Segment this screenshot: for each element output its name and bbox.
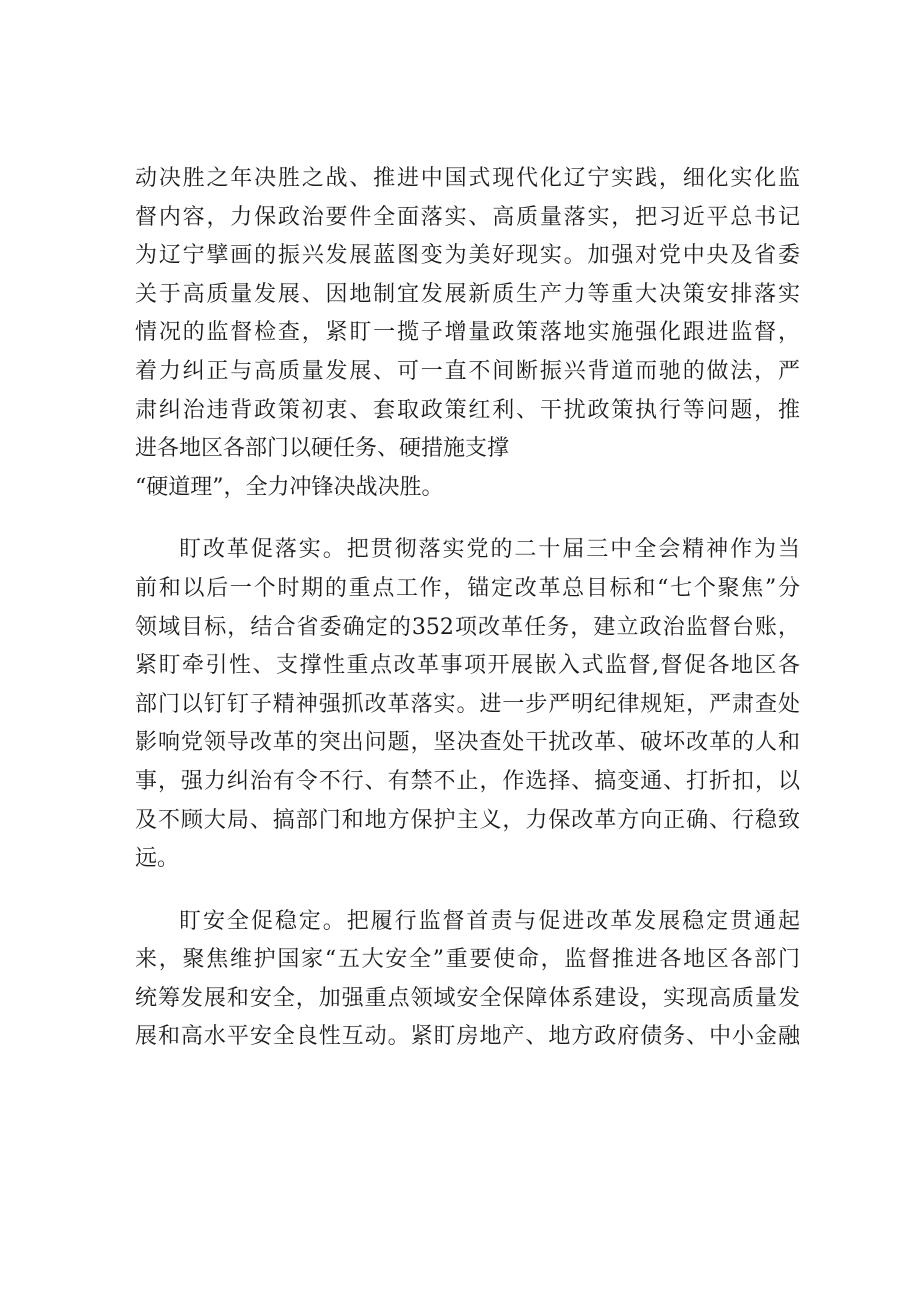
text-line: 动决胜之年决胜之战、推进中国式现代化辽宁实践，细化实化监: [135, 166, 800, 191]
paragraph-1: [135, 160, 800, 507]
text-line: 前和以后一个时期的重点工作，锚定改革总目标和“七个聚焦”分: [135, 575, 800, 601]
text-line: 影响党领导改革的突出问题，坚决查处干扰改革、破坏改革的人和: [135, 730, 800, 756]
text-line: 为辽宁擘画的振兴发展蓝图变为美好现实。加强对党中央及省委: [135, 243, 800, 269]
text-line: 着力纠正与高质量发展、可一直不间断振兴背道而驰的做法，严: [135, 358, 800, 384]
paragraph-3: [135, 903, 800, 1057]
text-line: 领域目标，结合省委确定的352项改革任务，建立政治监督台账，: [135, 614, 800, 640]
text-line: 紧盯牵引性、支撑性重点改革事项开展嵌入式监督,督促各地区各: [135, 653, 800, 679]
text-line: 事，强力纠治有令不行、有禁不止，作选择、搞变通、打折扣，以: [135, 768, 800, 794]
text-line: 展和高水平安全良性互动。紧盯房地产、地方政府债务、中小金融: [135, 1024, 800, 1050]
text-line: 远。: [135, 846, 180, 872]
text-line: 盯安全促稳定。把履行监督首责与促进改革发展稳定贯通起: [179, 908, 800, 934]
text-line: “硬道理”，全力冲锋决战决胜。: [135, 474, 444, 500]
text-line: 及不顾大局、搞部门和地方保护主义，力保改革方向正确、行稳致: [135, 807, 800, 833]
text-line: 情况的监督检查，紧盯一揽子增量政策落地实施强化跟进监督，: [135, 320, 800, 346]
paragraph-2: [135, 531, 800, 878]
document-body: [135, 160, 800, 1057]
text-line: 督内容，力保政治要件全面落实、高质量落实，把习近平总书记: [135, 204, 800, 230]
text-line: 统筹发展和安全，加强重点领域安全保障体系建设，实现高质量发: [135, 985, 800, 1011]
text-line: 部门以钉钉子精神强抓改革落实。进一步严明纪律规矩，严肃查处: [135, 691, 800, 717]
text-line: 进各地区各部门以硬任务、硬措施支撑: [135, 436, 510, 462]
text-line: 肃纠治违背政策初衷、套取政策红利、干扰政策执行等问题，推: [135, 397, 800, 423]
text-line: 关于高质量发展、因地制宜发展新质生产力等重大决策安排落实: [135, 281, 800, 307]
text-line: 来，聚焦维护国家“五大安全”重要使命，监督推进各地区各部门: [135, 947, 800, 973]
text-line: 盯改革促落实。把贯彻落实党的二十届三中全会精神作为当: [179, 537, 800, 563]
